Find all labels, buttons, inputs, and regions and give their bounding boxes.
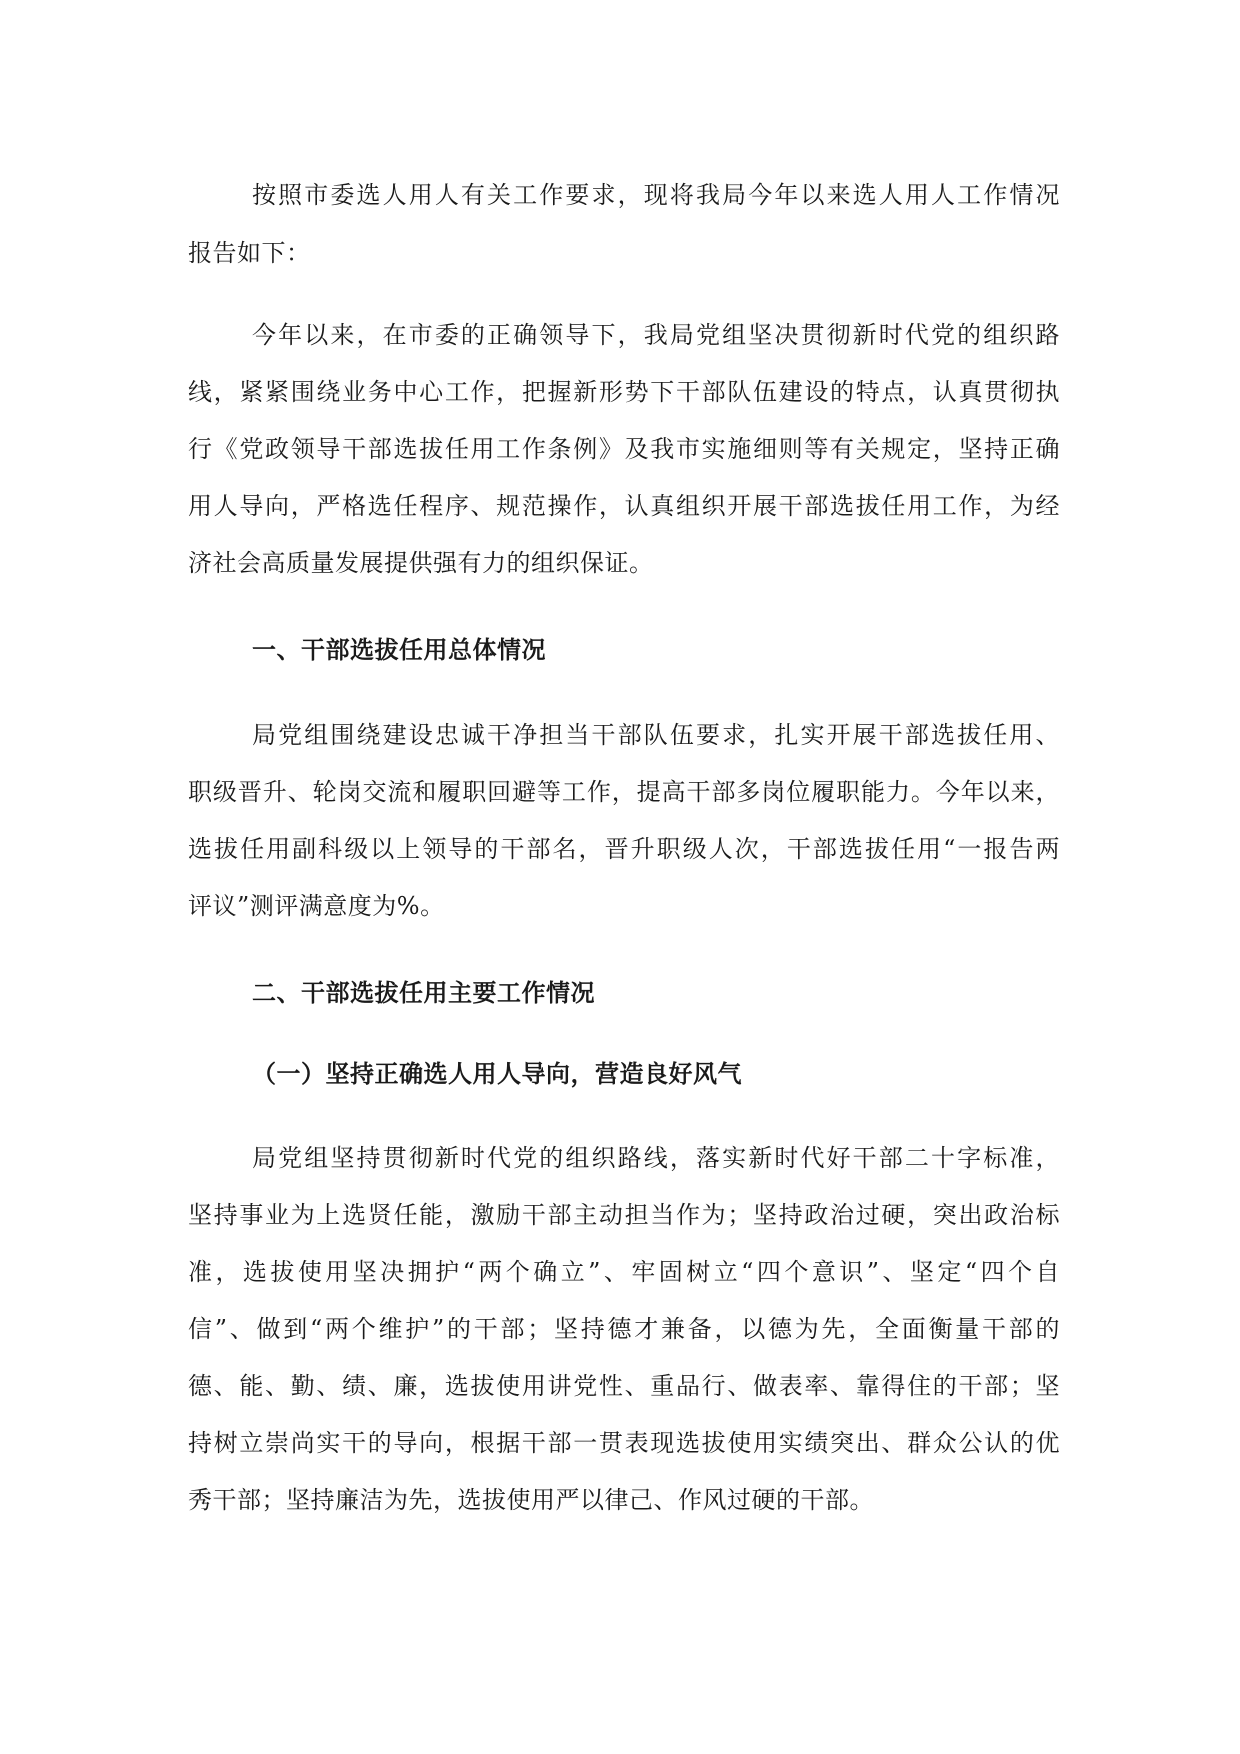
section1-line-1: 局党组围绕建设忠诚干净担当干部队伍要求，扎实开展干部选拔任用、 bbox=[252, 721, 1060, 749]
overview-line-5: 济社会高质量发展提供强有力的组织保证。 bbox=[188, 549, 654, 577]
section2-sub1-line-6: 持树立崇尚实干的导向，根据干部一贯表现选拔使用实绩突出、群众公认的优 bbox=[188, 1429, 1060, 1457]
section2-heading: 二、干部选拔任用主要工作情况 bbox=[252, 979, 595, 1007]
overview-line-3: 行《党政领导干部选拔任用工作条例》及我市实施细则等有关规定，坚持正确 bbox=[188, 435, 1060, 463]
section1-line-3: 选拔任用副科级以上领导的干部名，晋升职级人次，干部选拔任用“一报告两 bbox=[188, 835, 1060, 863]
section2-sub1-line-4: 信”、做到“两个维护”的干部；坚持德才兼备，以德为先，全面衡量干部的 bbox=[188, 1315, 1060, 1343]
section1-line-4: 评议”测评满意度为%。 bbox=[188, 892, 445, 920]
section2-sub1-heading: （一）坚持正确选人用人导向，营造良好风气 bbox=[252, 1060, 742, 1088]
overview-line-4: 用人导向，严格选任程序、规范操作，认真组织开展干部选拔任用工作，为经 bbox=[188, 492, 1060, 520]
intro-line-2: 报告如下： bbox=[188, 239, 311, 267]
section2-sub1-line-5: 德、能、勤、绩、廉，选拔使用讲党性、重品行、做表率、靠得住的干部；坚 bbox=[188, 1372, 1060, 1400]
section1-line-2: 职级晋升、轮岗交流和履职回避等工作，提高干部多岗位履职能力。今年以来， bbox=[188, 778, 1060, 806]
section2-sub1-line-3: 准，选拔使用坚决拥护“两个确立”、牢固树立“四个意识”、坚定“四个自 bbox=[188, 1258, 1060, 1286]
intro-line-1: 按照市委选人用人有关工作要求，现将我局今年以来选人用人工作情况 bbox=[252, 181, 1060, 209]
overview-line-2: 线，紧紧围绕业务中心工作，把握新形势下干部队伍建设的特点，认真贯彻执 bbox=[188, 378, 1060, 406]
section2-sub1-line-7: 秀干部；坚持廉洁为先，选拔使用严以律己、作风过硬的干部。 bbox=[188, 1486, 874, 1514]
section2-sub1-line-1: 局党组坚持贯彻新时代党的组织路线，落实新时代好干部二十字标准， bbox=[252, 1144, 1060, 1172]
section2-sub1-line-2: 坚持事业为上选贤任能，激励干部主动担当作为；坚持政治过硬，突出政治标 bbox=[188, 1201, 1060, 1229]
section1-heading: 一、干部选拔任用总体情况 bbox=[252, 636, 546, 664]
overview-line-1: 今年以来，在市委的正确领导下，我局党组坚决贯彻新时代党的组织路 bbox=[252, 321, 1060, 349]
